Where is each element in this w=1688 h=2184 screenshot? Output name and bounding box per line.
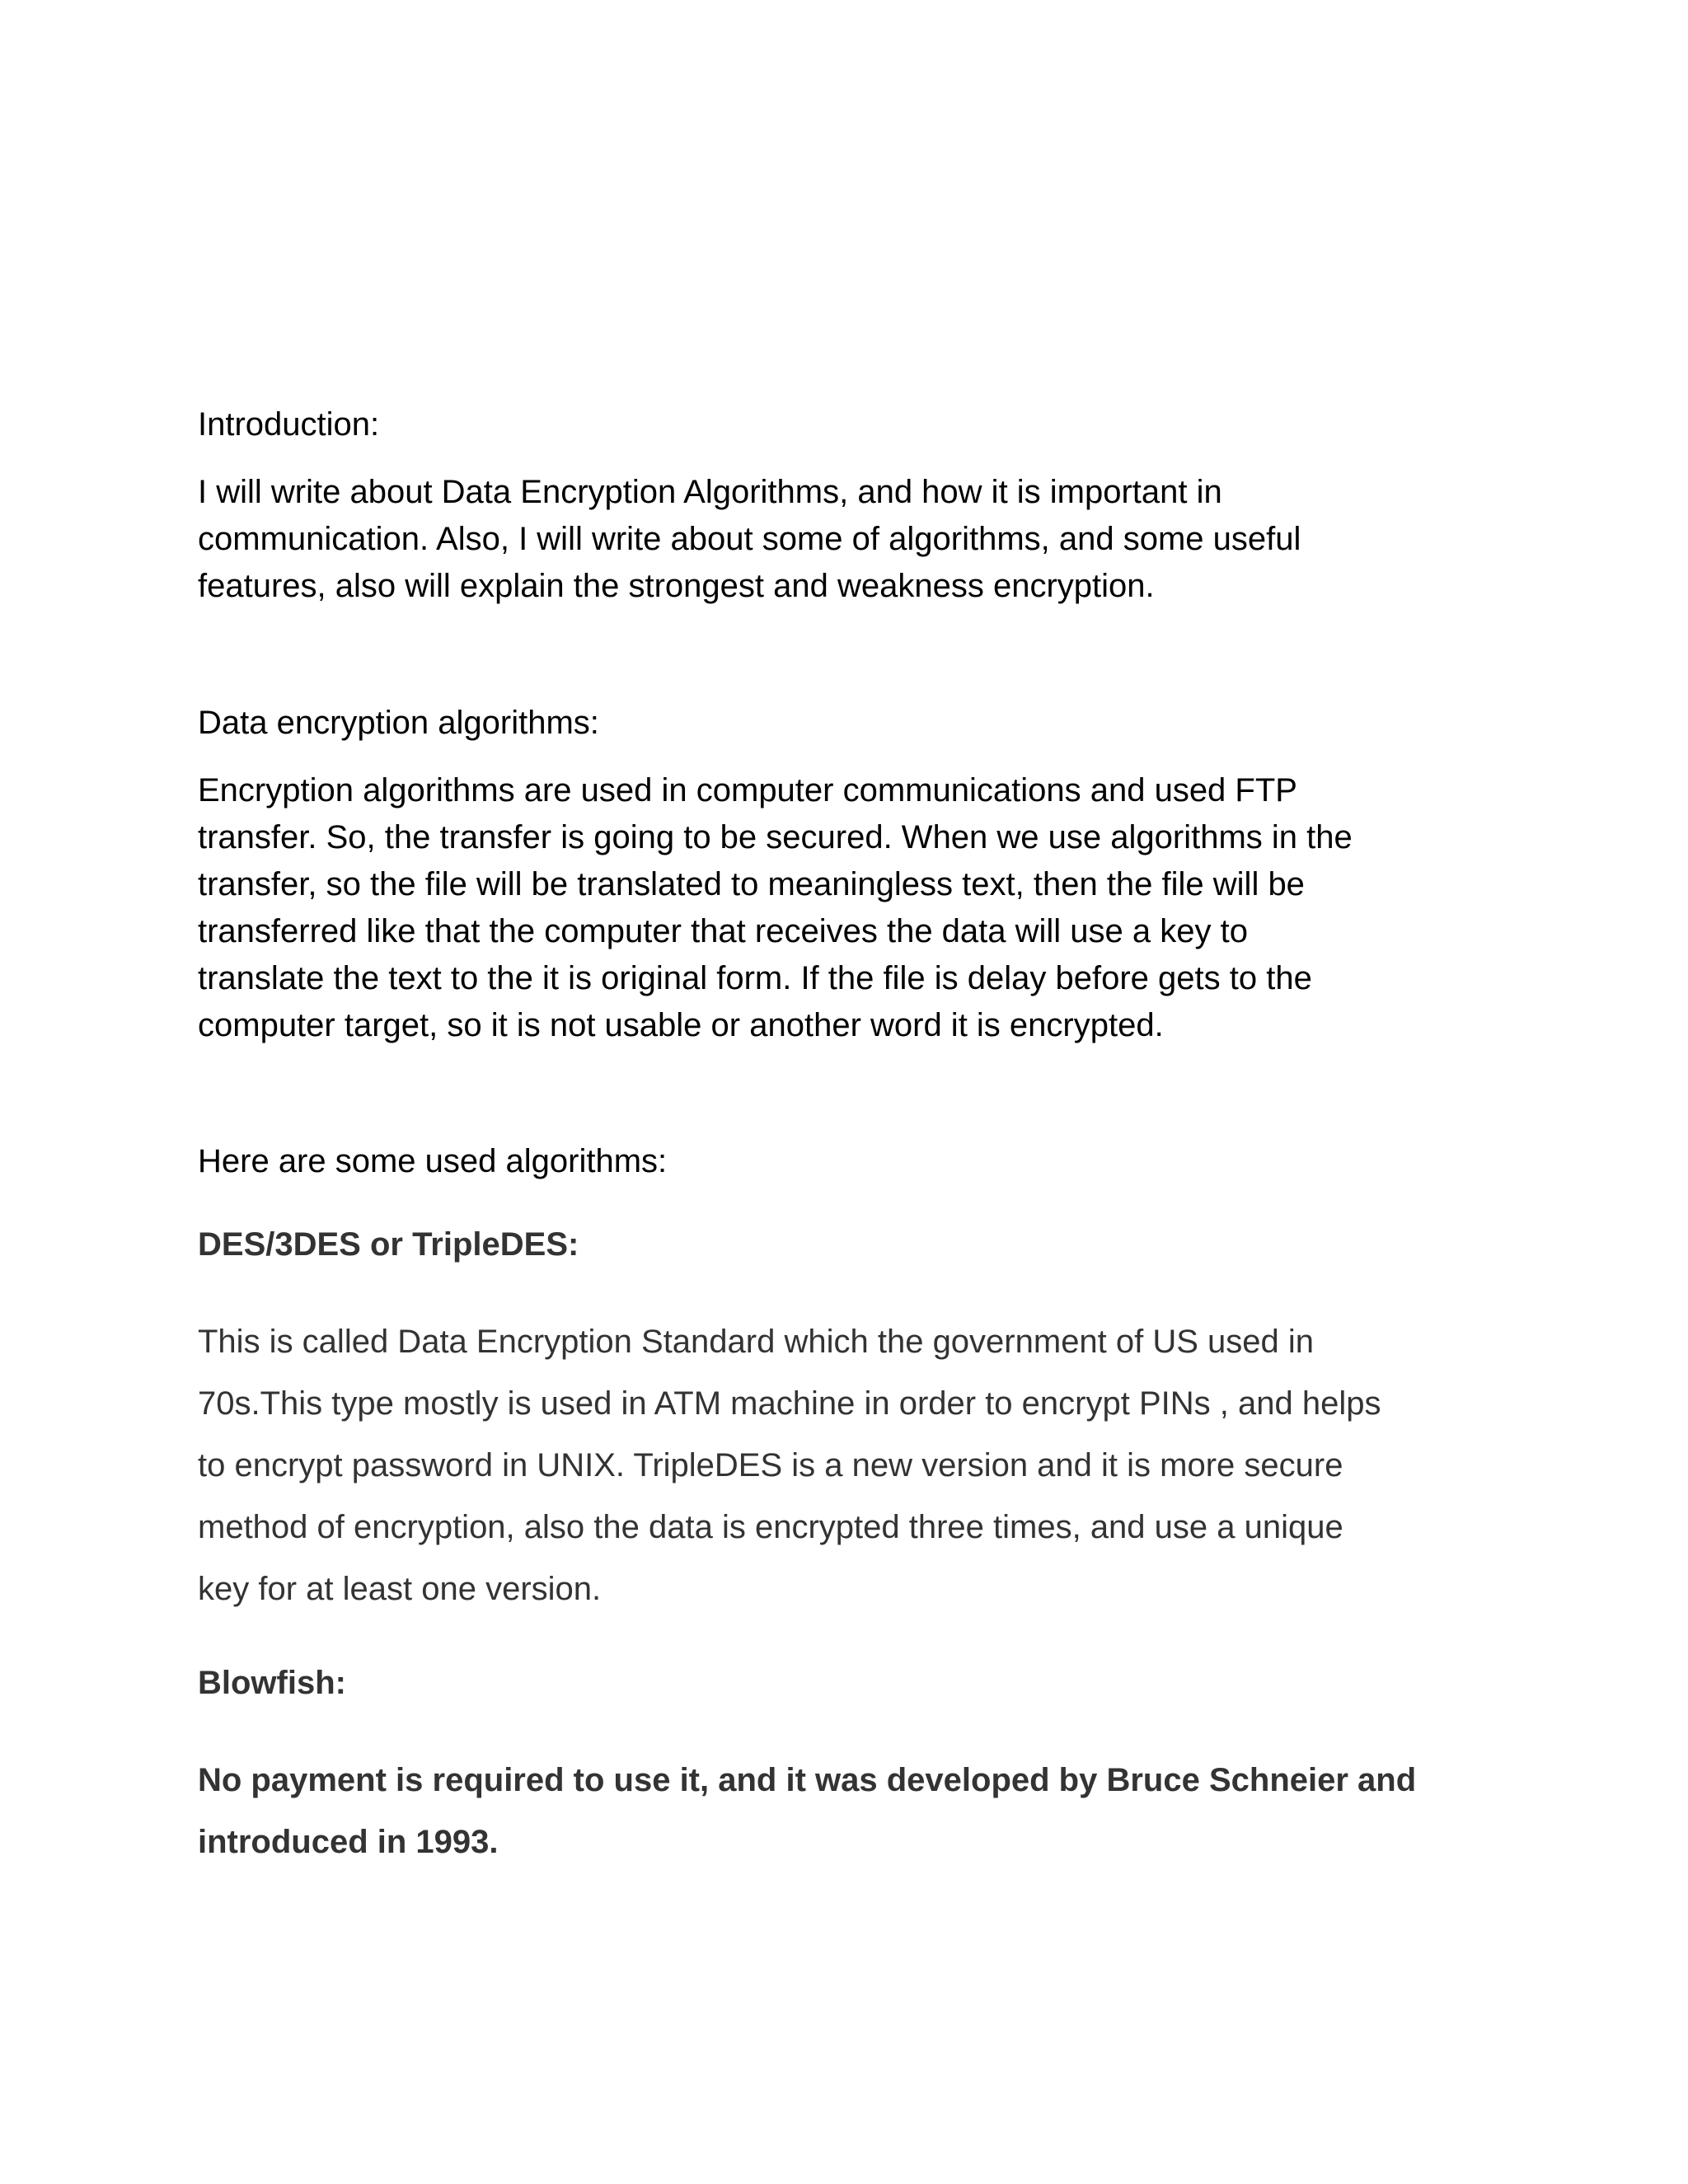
data-encryption-paragraph	[198, 767, 1500, 1049]
paragraph-line: communication. Also, I will write about some of algorithms, and some useful	[198, 521, 1301, 557]
des-paragraph	[198, 1311, 1500, 1620]
data-encryption-heading: Data encryption algorithms:	[198, 705, 599, 741]
des-heading: DES/3DES or TripleDES:	[198, 1226, 579, 1263]
algorithms-intro-heading: Here are some used algorithms:	[198, 1143, 668, 1179]
paragraph-line: transfer, so the file will be translated to meaningless text, then the file will be	[198, 866, 1305, 902]
paragraph-line: 70s.This type mostly is used in ATM machine in order to encrypt PINs , and helps	[198, 1385, 1381, 1422]
paragraph-line: method of encryption, also the data is encrypted three times, and use a unique	[198, 1509, 1343, 1545]
paragraph-line: transfer. So, the transfer is going to be secured. When we use algorithms in the	[198, 819, 1353, 855]
paragraph-line: This is called Data Encryption Standard which the government of US used in	[198, 1324, 1315, 1360]
paragraph-line: transferred like that the computer that receives the data will use a key to	[198, 913, 1248, 949]
paragraph-line: key for at least one version.	[198, 1571, 602, 1607]
paragraph-line: I will write about Data Encryption Algorithms, and how it is important in	[198, 474, 1222, 510]
blowfish-heading: Blowfish:	[198, 1665, 346, 1701]
introduction-heading: Introduction:	[198, 406, 380, 443]
introduction-paragraph	[198, 469, 1500, 610]
paragraph-line: computer target, so it is not usable or another word it is encrypted.	[198, 1007, 1164, 1043]
paragraph-line: introduced in 1993.	[198, 1824, 499, 1860]
paragraph-line: Encryption algorithms are used in computer communications and used FTP	[198, 772, 1297, 808]
paragraph-line: translate the text to the it is original form. If the file is delay before gets to the	[198, 960, 1312, 996]
paragraph-line: to encrypt password in UNIX. TripleDES is a new version and it is more secure	[198, 1447, 1343, 1483]
paragraph-line: features, also will explain the strongest and weakness encryption.	[198, 568, 1155, 604]
paragraph-line: No payment is required to use it, and it was developed by Bruce Schneier and	[198, 1762, 1417, 1798]
blowfish-paragraph	[198, 1750, 1500, 1873]
